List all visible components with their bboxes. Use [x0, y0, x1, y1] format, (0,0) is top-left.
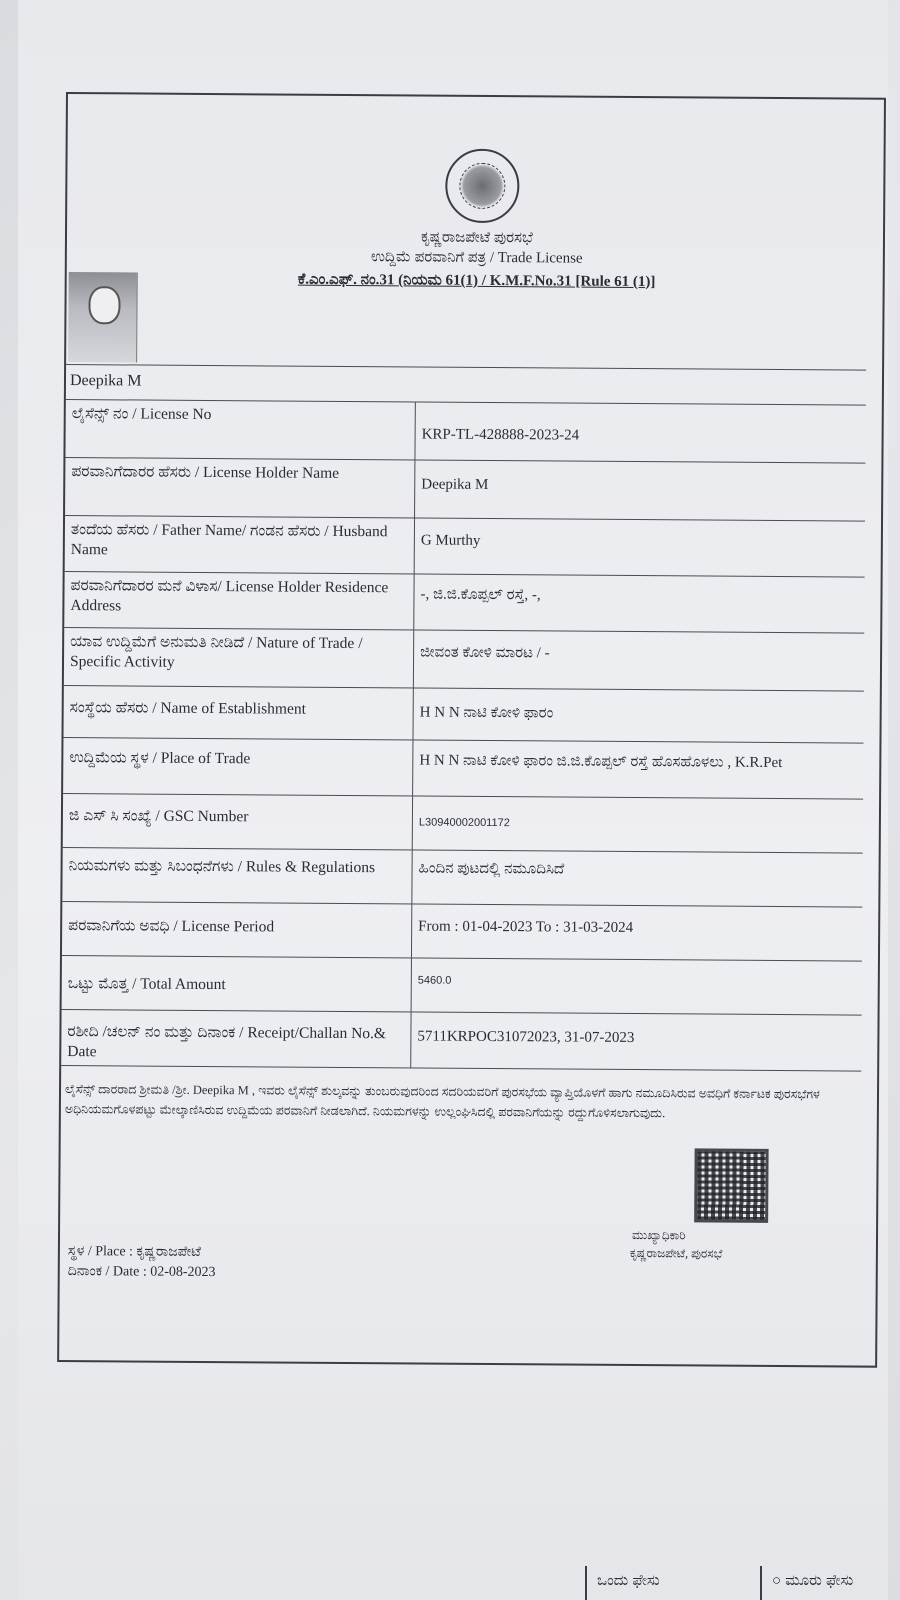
table-row	[63, 794, 863, 854]
license-details-table	[61, 399, 866, 1072]
table-row	[65, 458, 865, 522]
holder-caption: Deepika M	[69, 372, 142, 390]
license-number: KRP-TL-428888-2023-24	[421, 426, 580, 444]
tab-label: ಒಂದು ಫೇಸು	[597, 1572, 660, 1589]
license-frame	[57, 92, 886, 1368]
declaration-text: ಲೈಸೆನ್ಸ್ ದಾರರಾದ ಶ್ರೀಮತಿ /ಶ್ರೀ. Deepika M , ಇವರು ಲೈಸೆನ್ಸ್ ಶುಲ್ಕವನ್ನು ತುಂಬರುವುದರಿಂದ ಸದರಿಯವರಿಗೆ ಪುರಸಭೆಯ ವ್ಯಾಪ್ತಿಯೊಳಗೆ ಹಾಗು ನಮೂದಿಸಿರುವ ಅವಧಿಗೆ ಕರ್ನಾಟಕ ಪುರಸಭೆಗಳ ಅಧಿನಿಯಮಗೊಳಪಟ್ಟು ಮೇಲ್ಕಾಣಿಸಿರುವ ಉದ್ದಿಮೆಯ ಪರವಾನಿಗೆ ನೀಡಲಾಗಿದೆ. ನಿಯಮಗಳನ್ನು ಉಲ್ಲಂಘಿಸಿದಲ್ಲಿ ಪರವಾನಿಗೆಯನ್ನು ರದ್ದುಗೊಳಿಸಲಾಗುವುದು.	[64, 1082, 820, 1121]
table-row	[64, 628, 864, 692]
row-label: ಯಾವ ಉದ್ದಿಮೆಗೆ ಅನುಮತಿ ನೀಡಿದೆ / Nature of Trade / Specific Activity	[64, 628, 414, 687]
father-husband-name: G Murthy	[420, 532, 481, 549]
row-label: ಉದ್ದಿಮೆಯ ಸ್ಥಳ / Place of Trade	[63, 738, 413, 795]
total-amount: 5460.0	[417, 974, 452, 987]
rule-reference: ಕೆ.ಎಂ.ಎಫ್. ನಂ.31 (ನಿಯಮ 61(1) / K.M.F.No.31 [Rule 61 (1)]	[297, 271, 656, 291]
table-row	[65, 516, 865, 578]
place-of-trade: H N N ನಾಟಿ ಕೋಳಿ ಫಾರಂ ಜಿ.ಜಿ.ಕೊಪ್ಪಲ್ ರಸ್ತೆ ಹೊಸಹೊಳಲು , K.R.Pet	[419, 752, 783, 772]
holder-photo	[68, 272, 138, 362]
row-label: ತಂದೆಯ ಹೆಸರು / Father Name/ ಗಂಡನ ಹೆಸರು / Husband Name	[65, 516, 415, 573]
row-label: ಪರವಾನಿಗೆದಾರರ ಹೆಸರು / License Holder Name	[65, 458, 415, 517]
office-name: ಕೃಷ್ಣರಾಜಪೇಟೆ ಪುರಸಭೆ	[421, 229, 533, 247]
issue-place: ಸ್ಥಳ / Place : ಕೃಷ್ಣರಾಜಪೇಟೆ	[67, 1244, 201, 1260]
row-label: ನಿಯಮಗಳು ಮತ್ತು ಸಿಬಂಧನೆಗಳು / Rules & Regulations	[62, 848, 412, 903]
row-label: ಜಿ ಎಸ್ ಸಿ ಸಂಖ್ಯೆ / GSC Number	[63, 794, 413, 849]
document-title: ಉದ್ದಿಮೆ ಪರವಾನಿಗೆ ಪತ್ರ / Trade License	[371, 249, 583, 267]
gsc-number: L30940002001172	[418, 816, 510, 830]
tab-label: ಮೂರು ಫೇಸು	[785, 1572, 854, 1589]
table-row	[62, 848, 862, 908]
receipt-challan: 5711KRPOC31072023, 31-07-2023	[417, 1028, 635, 1046]
table-row	[65, 400, 865, 464]
rules-regulations: ಹಿಂದಿನ ಪುಟದಲ್ಲಿ ನಮೂದಿಸಿದೆ	[418, 860, 565, 878]
license-period: From : 01-04-2023 To : 31-03-2024	[418, 918, 634, 936]
residence-address: -, ಜಿ.ಜಿ.ಕೊಪ್ಪಲ್ ರಸ್ತೆ, -,	[420, 586, 541, 604]
seal-emblem	[459, 163, 505, 209]
row-label: ಒಟ್ಟು ಮೊತ್ತ / Total Amount	[62, 956, 412, 1011]
establishment-name: H N N ನಾಟಿ ಕೋಳಿ ಫಾರಂ	[419, 704, 554, 722]
table-row	[62, 902, 862, 962]
radio-circle-icon: ○	[772, 1572, 786, 1589]
tab-single-phase[interactable]	[585, 1566, 755, 1600]
holder-photo-face	[88, 286, 120, 324]
officer-office: ಕೃಷ್ಣರಾಜಪೇಟೆ, ಪುರಸಭೆ	[629, 1245, 723, 1261]
paper-sheet	[18, 0, 888, 1600]
table-row	[64, 572, 864, 634]
table-row	[63, 738, 863, 800]
divider	[66, 364, 866, 371]
table-row	[61, 1010, 861, 1072]
row-label: ಪರವಾನಿಗೆಯ ಅವಧಿ / License Period	[62, 902, 412, 957]
row-label: ಲೈಸೆನ್ಸ್ ನಂ / License No	[65, 400, 415, 459]
row-label: ಪರವಾನಿಗೆದಾರರ ಮನೆ ವಿಳಾಸ/ License Holder Residence Address	[64, 572, 414, 629]
row-label: ಸಂಸ್ಥೆಯ ಹೆಸರು / Name of Establishment	[63, 686, 413, 739]
government-seal-icon	[445, 149, 520, 224]
tab-three-phase[interactable]	[760, 1566, 900, 1600]
nature-of-trade: ಜೀವಂತ ಕೋಳಿ ಮಾರಟ / -	[420, 644, 550, 662]
table-row	[62, 956, 862, 1016]
qr-code	[694, 1148, 769, 1223]
officer-designation: ಮುಖ್ಯಾಧಿಕಾರಿ	[631, 1227, 686, 1243]
license-holder-name: Deepika M	[421, 476, 489, 493]
row-label: ರಶೀದಿ /ಚಲನ್ ನಂ ಮತ್ತು ದಿನಾಂಕ / Receipt/Challan No.& Date	[61, 1010, 411, 1067]
issue-date: ದಿನಾಂಕ / Date : 02-08-2023	[67, 1264, 216, 1281]
table-row	[63, 686, 863, 744]
